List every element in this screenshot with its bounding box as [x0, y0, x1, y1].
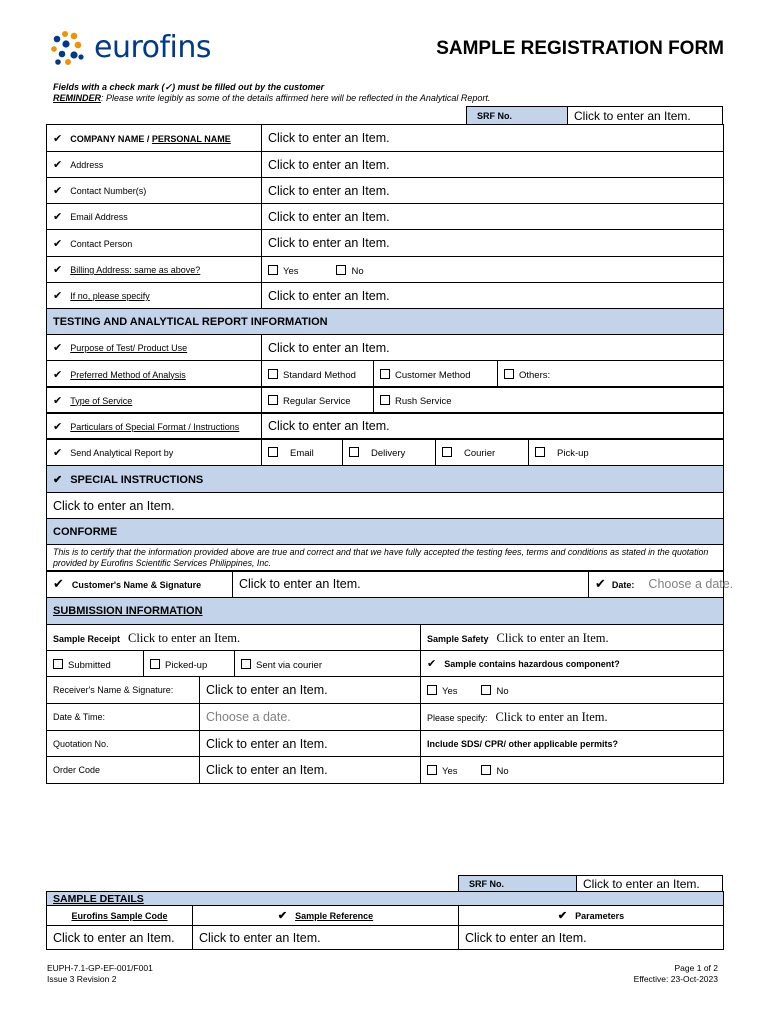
row-address: ✔ Address Click to enter an Item.	[47, 152, 724, 178]
check-icon: ✔	[53, 211, 63, 223]
receiver-signature-input[interactable]: Click to enter an Item.	[200, 677, 421, 704]
regular-service-option[interactable]: Regular Service	[268, 395, 351, 407]
checkbox-icon[interactable]	[442, 447, 452, 457]
check-icon: ✔	[53, 159, 63, 171]
sample-reference-input[interactable]: Click to enter an Item.	[193, 926, 459, 950]
checkbox-icon[interactable]	[427, 765, 437, 775]
certification-text: This is to certify that the information provided above are true and correct and that we have fully accepted the testing fees, terms and conditions as stated in the quotation provided by Eurofins Scientific Services Philippines, Inc.	[47, 545, 724, 572]
special-conforme-table	[46, 465, 724, 572]
rush-service-option[interactable]: Rush Service	[380, 395, 452, 407]
checkbox-icon[interactable]	[380, 369, 390, 379]
checkbox-icon[interactable]	[349, 447, 359, 457]
srf-number-top	[466, 106, 723, 125]
row-if-no: ✔ If no, please specify Click to enter an Item.	[47, 283, 724, 309]
srf-label: SRF No.	[467, 107, 568, 124]
row-contact-number: ✔ Contact Number(s) Click to enter an Item.	[47, 178, 724, 204]
billing-yes-option[interactable]: Yes	[268, 265, 332, 277]
check-icon: ✔	[53, 473, 63, 486]
billing-no-option[interactable]: No	[336, 265, 363, 277]
quotation-number-input[interactable]: Click to enter an Item.	[200, 731, 421, 757]
check-icon: ✔	[557, 910, 568, 922]
receiver-table: Receiver's Name & Signature: Click to enter an Item. Yes No Date & Time: Choose a date. Please specify: Click to enter an Item. Quotation No. Click to enter an Item. Include SDS/ CPR/ other applicable permits? Order Code Click to enter an Item. Yes No	[46, 676, 724, 784]
contact-number-input[interactable]: Click to enter an Item.	[262, 178, 724, 204]
hazardous-yes-option[interactable]: Yes	[427, 685, 477, 697]
conforme-date-picker[interactable]: Choose a date.	[648, 577, 734, 591]
check-icon: ✔	[53, 446, 63, 459]
check-icon: ✔	[53, 394, 63, 407]
service-table: ✔ Type of Service Regular Service Rush Service	[46, 386, 724, 414]
check-icon: ✔	[427, 658, 437, 670]
effective-date: Effective: 23-Oct-2023	[633, 974, 718, 984]
email-input[interactable]: Click to enter an Item.	[262, 204, 724, 230]
srf-input[interactable]: Click to enter an Item.	[574, 108, 691, 123]
picked-up-option[interactable]: Picked-up	[150, 659, 207, 671]
sample-code-input[interactable]: Click to enter an Item.	[47, 926, 193, 950]
checkbox-icon[interactable]	[241, 659, 251, 669]
customer-method-option[interactable]: Customer Method	[380, 369, 471, 381]
brand-name: eurofins	[94, 30, 212, 65]
conforme-section-header: CONFORME	[47, 519, 724, 545]
sample-receipt-input[interactable]: Click to enter an Item.	[128, 630, 241, 645]
srf-input-bottom[interactable]: Click to enter an Item.	[583, 877, 700, 891]
check-icon: ✔	[53, 420, 63, 433]
submitted-option[interactable]: Submitted	[53, 659, 111, 671]
billing-specify-input[interactable]: Click to enter an Item.	[262, 283, 724, 309]
row-purpose: ✔ Purpose of Test/ Product Use Click to enter an Item.	[47, 335, 724, 361]
required-note: Fields with a check mark (✓) must be filled out by the customer	[53, 82, 325, 92]
parameters-input[interactable]: Click to enter an Item.	[459, 926, 724, 950]
checkbox-icon[interactable]	[336, 265, 346, 275]
checkbox-icon[interactable]	[268, 265, 278, 275]
doc-code: EUPH-7.1-GP-EF-001/F001	[47, 963, 153, 973]
issue-revision: Issue 3 Revision 2	[47, 974, 117, 984]
checkbox-icon[interactable]	[268, 369, 278, 379]
send-delivery-option[interactable]: Delivery	[349, 447, 405, 459]
receipt-safety-table: Sample Receipt Click to enter an Item. Sample Safety Click to enter an Item.	[46, 624, 724, 651]
check-icon: ✔	[53, 576, 64, 591]
footer-right	[634, 963, 718, 985]
form-title: SAMPLE REGISTRATION FORM	[436, 38, 724, 59]
check-icon: ✔	[53, 290, 63, 302]
row-contact-person: ✔ Contact Person Click to enter an Item.	[47, 230, 724, 257]
reminder-note: REMINDER: Please write legibly as some of the details affirmed here will be reflected in the Analytical Report.	[53, 93, 491, 103]
special-instructions-input[interactable]: Click to enter an Item.	[47, 493, 724, 519]
contact-person-input[interactable]: Click to enter an Item.	[262, 230, 724, 257]
eurofins-logo	[50, 30, 211, 66]
purpose-input[interactable]: Click to enter an Item.	[262, 335, 724, 361]
standard-method-option[interactable]: Standard Method	[268, 369, 356, 381]
particulars-table: ✔ Particulars of Special Format / Instructions Click to enter an Item.	[46, 412, 724, 440]
checkbox-icon[interactable]	[481, 685, 491, 695]
checkbox-icon[interactable]	[427, 685, 437, 695]
sds-no-option[interactable]: No	[481, 765, 508, 777]
checkbox-icon[interactable]	[53, 659, 63, 669]
check-icon: ✔	[53, 237, 63, 250]
checkbox-icon[interactable]	[481, 765, 491, 775]
method-table: ✔ Preferred Method of Analysis Standard Method Customer Method Others:	[46, 360, 724, 388]
checkbox-icon[interactable]	[150, 659, 160, 669]
row-email: ✔ Email Address Click to enter an Item.	[47, 204, 724, 230]
row-company: ✔ COMPANY NAME / PERSONAL NAME Click to enter an Item.	[47, 125, 724, 152]
checkbox-icon[interactable]	[268, 447, 278, 457]
sample-details-table: SAMPLE DETAILS Eurofins Sample Code ✔ Sample Reference ✔ Parameters Click to enter an Item. Click to enter an Item. Click to enter an Item.	[46, 891, 724, 950]
checkbox-icon[interactable]	[535, 447, 545, 457]
sample-safety-input[interactable]: Click to enter an Item.	[496, 630, 609, 645]
checkbox-icon[interactable]	[268, 395, 278, 405]
order-code-input[interactable]: Click to enter an Item.	[200, 757, 421, 784]
hazardous-no-option[interactable]: No	[481, 685, 508, 697]
footer-left	[47, 963, 153, 985]
testing-section-header: TESTING AND ANALYTICAL REPORT INFORMATION	[47, 309, 724, 335]
submission-section-header: SUBMISSION INFORMATION	[47, 598, 724, 625]
send-courier-option[interactable]: Courier	[442, 447, 495, 459]
send-pickup-option[interactable]: Pick-up	[535, 447, 589, 459]
customer-signature-input[interactable]: Click to enter an Item.	[233, 571, 589, 598]
sample-details-header: SAMPLE DETAILS	[47, 892, 724, 906]
address-input[interactable]: Click to enter an Item.	[262, 152, 724, 178]
particulars-input[interactable]: Click to enter an Item.	[262, 413, 724, 440]
check-icon: ✔	[277, 910, 288, 922]
checkbox-icon[interactable]	[504, 369, 514, 379]
receipt-options-table: Submitted Picked-up Sent via courier ✔ Sample contains hazardous component?	[46, 650, 724, 677]
page-number: Page 1 of 2	[674, 963, 718, 973]
send-report-table: ✔ Send Analytical Report by Email Delivery Courier Pick-up	[46, 438, 724, 466]
others-method-option[interactable]: Others:	[504, 369, 550, 381]
check-icon: ✔	[53, 132, 63, 145]
signature-table: ✔ Customer's Name & Signature Click to enter an Item. ✔ Date: Choose a date.	[46, 570, 724, 598]
send-email-option[interactable]: Email	[268, 447, 314, 459]
sds-yes-option[interactable]: Yes	[427, 765, 477, 777]
submission-header-table	[46, 597, 724, 625]
special-section-header: ✔ SPECIAL INSTRUCTIONS	[47, 466, 724, 493]
receipt-date-picker[interactable]: Choose a date.	[206, 710, 291, 724]
table-row	[47, 926, 724, 950]
row-billing: ✔ Billing Address: same as above? Yes No	[47, 257, 724, 283]
customer-info-table	[46, 124, 724, 361]
srf-label: SRF No.	[459, 876, 577, 892]
check-icon: ✔	[53, 185, 63, 197]
sent-via-courier-option[interactable]: Sent via courier	[241, 659, 322, 671]
check-icon: ✔	[53, 264, 63, 276]
company-name-input[interactable]: Click to enter an Item.	[262, 125, 724, 152]
check-icon: ✔	[53, 368, 63, 381]
hazard-specify-input[interactable]: Click to enter an Item.	[495, 710, 608, 724]
check-icon: ✔	[53, 342, 63, 354]
check-icon: ✔	[595, 576, 606, 591]
eurofins-dots-icon	[50, 30, 88, 66]
checkbox-icon[interactable]	[380, 395, 390, 405]
